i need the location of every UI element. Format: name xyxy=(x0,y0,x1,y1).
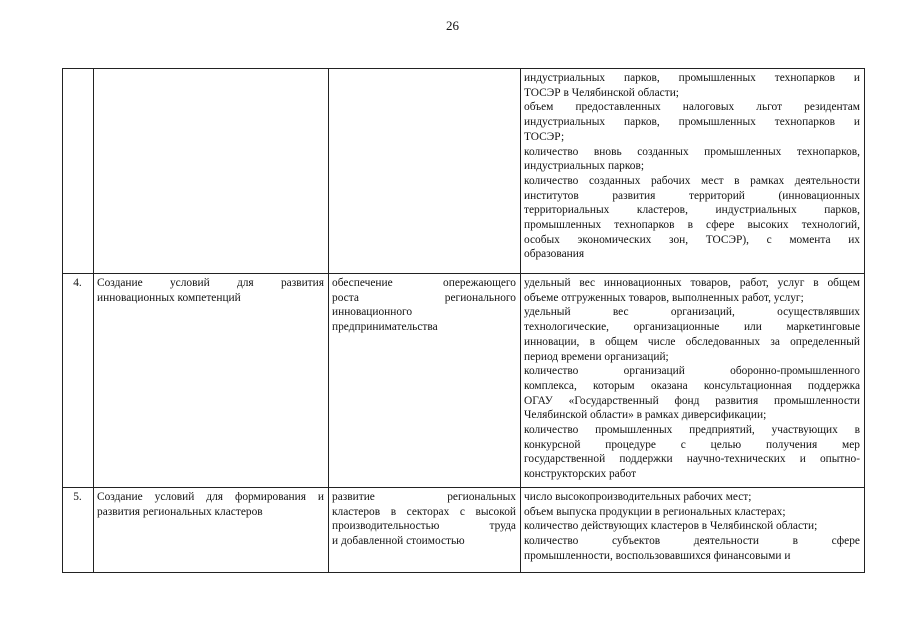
table-row xyxy=(63,488,865,573)
task-cell-line: Создание условий для развития xyxy=(97,277,324,289)
task-cell-line: Создание условий для формирования и xyxy=(97,491,324,503)
measure-line: особых экономических зон, ТОСЭР), с момента их xyxy=(524,233,860,246)
measure-line: территориальных кластеров, индустриальных парков, xyxy=(524,204,860,217)
measure-line: количество действующих кластеров в Челябинской области; xyxy=(524,520,818,533)
measure-line: число высокопроизводительных рабочих мест; xyxy=(524,491,752,503)
measure-line: Челябинской области» в рамках диверсификации; xyxy=(524,409,767,422)
table-row xyxy=(63,69,865,274)
task-cell xyxy=(94,69,329,274)
indicator-cell-line: и добавленной стоимостью xyxy=(332,535,465,548)
measure-line: промышленных технопарков в сфере высоких технологий, xyxy=(524,219,860,232)
measure-line: удельный вес организаций, осуществлявших xyxy=(524,306,860,319)
row-number xyxy=(63,69,94,274)
measure-line: институтов развития территорий (инновационных xyxy=(524,189,860,202)
measure-line: объем предоставленных налоговых льгот резидентам xyxy=(524,101,860,114)
measures-cell xyxy=(521,488,865,573)
indicator-cell xyxy=(329,488,521,573)
measure-line: период времени организаций; xyxy=(524,350,669,363)
measure-line: удельный вес инновационных товаров, работ, услуг в общем xyxy=(524,277,860,289)
table-row xyxy=(63,274,865,488)
indicator-cell xyxy=(329,274,521,488)
task-cell xyxy=(94,488,329,573)
row-number: 5. xyxy=(63,488,94,573)
task-cell-line: развития региональных кластеров xyxy=(97,505,263,518)
measure-line: технологические, организационные или маркетинговые xyxy=(524,321,860,334)
measure-line: индустриальных парков, промышленных технопарков и xyxy=(524,116,860,129)
measure-line: индустриальных парков; xyxy=(524,160,645,173)
measure-line: количество организаций оборонно-промышленного xyxy=(524,365,860,378)
indicator-cell-line: производительностью труда xyxy=(332,520,516,533)
measure-line: образования xyxy=(524,248,585,261)
indicator-cell-line: инновационного xyxy=(332,306,413,319)
measure-line: государственной поддержки научно-технических и опытно- xyxy=(524,453,860,466)
page-number: 26 xyxy=(446,18,459,33)
measure-line: комплекса, которым оказана консультационная поддержка xyxy=(524,379,860,392)
measure-line: ОГАУ «Государственный фонд развития промышленности xyxy=(524,394,860,407)
task-cell xyxy=(94,274,329,488)
indicator-cell-line: кластеров в секторах с высокой xyxy=(332,505,516,518)
measure-line: объеме отгруженных товаров, выполненных работ, услуг; xyxy=(524,291,804,304)
measure-line: конкурсной процедуре с целью получения мер xyxy=(524,438,860,451)
indicator-cell-line: роста регионального xyxy=(332,291,516,304)
measure-line: инновации, в общем числе обследованных за определенный xyxy=(524,335,860,348)
measures-table xyxy=(62,68,865,573)
measure-line: количество промышленных предприятий, участвующих в xyxy=(524,424,860,437)
measure-line: ТОСЭР; xyxy=(524,130,565,143)
indicator-cell-line: предпринимательства xyxy=(332,321,438,334)
measure-line: количество субъектов деятельности в сфере xyxy=(524,535,860,548)
task-cell-line: инновационных компетенций xyxy=(97,291,241,304)
measure-line: количество вновь созданных промышленных технопарков, xyxy=(524,145,860,158)
measure-line: индустриальных парков, промышленных технопарков и xyxy=(524,72,860,84)
measure-line: промышленности, воспользовавшихся финансовыми и xyxy=(524,549,791,562)
measure-line: объем выпуска продукции в региональных кластерах; xyxy=(524,505,786,518)
indicator-cell-line: развитие региональных xyxy=(332,491,516,503)
measure-line: конструкторских работ xyxy=(524,468,637,481)
measure-line: ТОСЭР в Челябинской области; xyxy=(524,86,679,99)
measures-cell xyxy=(521,69,865,274)
row-number: 4. xyxy=(63,274,94,488)
indicator-cell-line: обеспечение опережающего xyxy=(332,277,516,289)
indicator-cell xyxy=(329,69,521,274)
measure-line: количество созданных рабочих мест в рамках деятельности xyxy=(524,174,860,187)
measures-cell xyxy=(521,274,865,488)
